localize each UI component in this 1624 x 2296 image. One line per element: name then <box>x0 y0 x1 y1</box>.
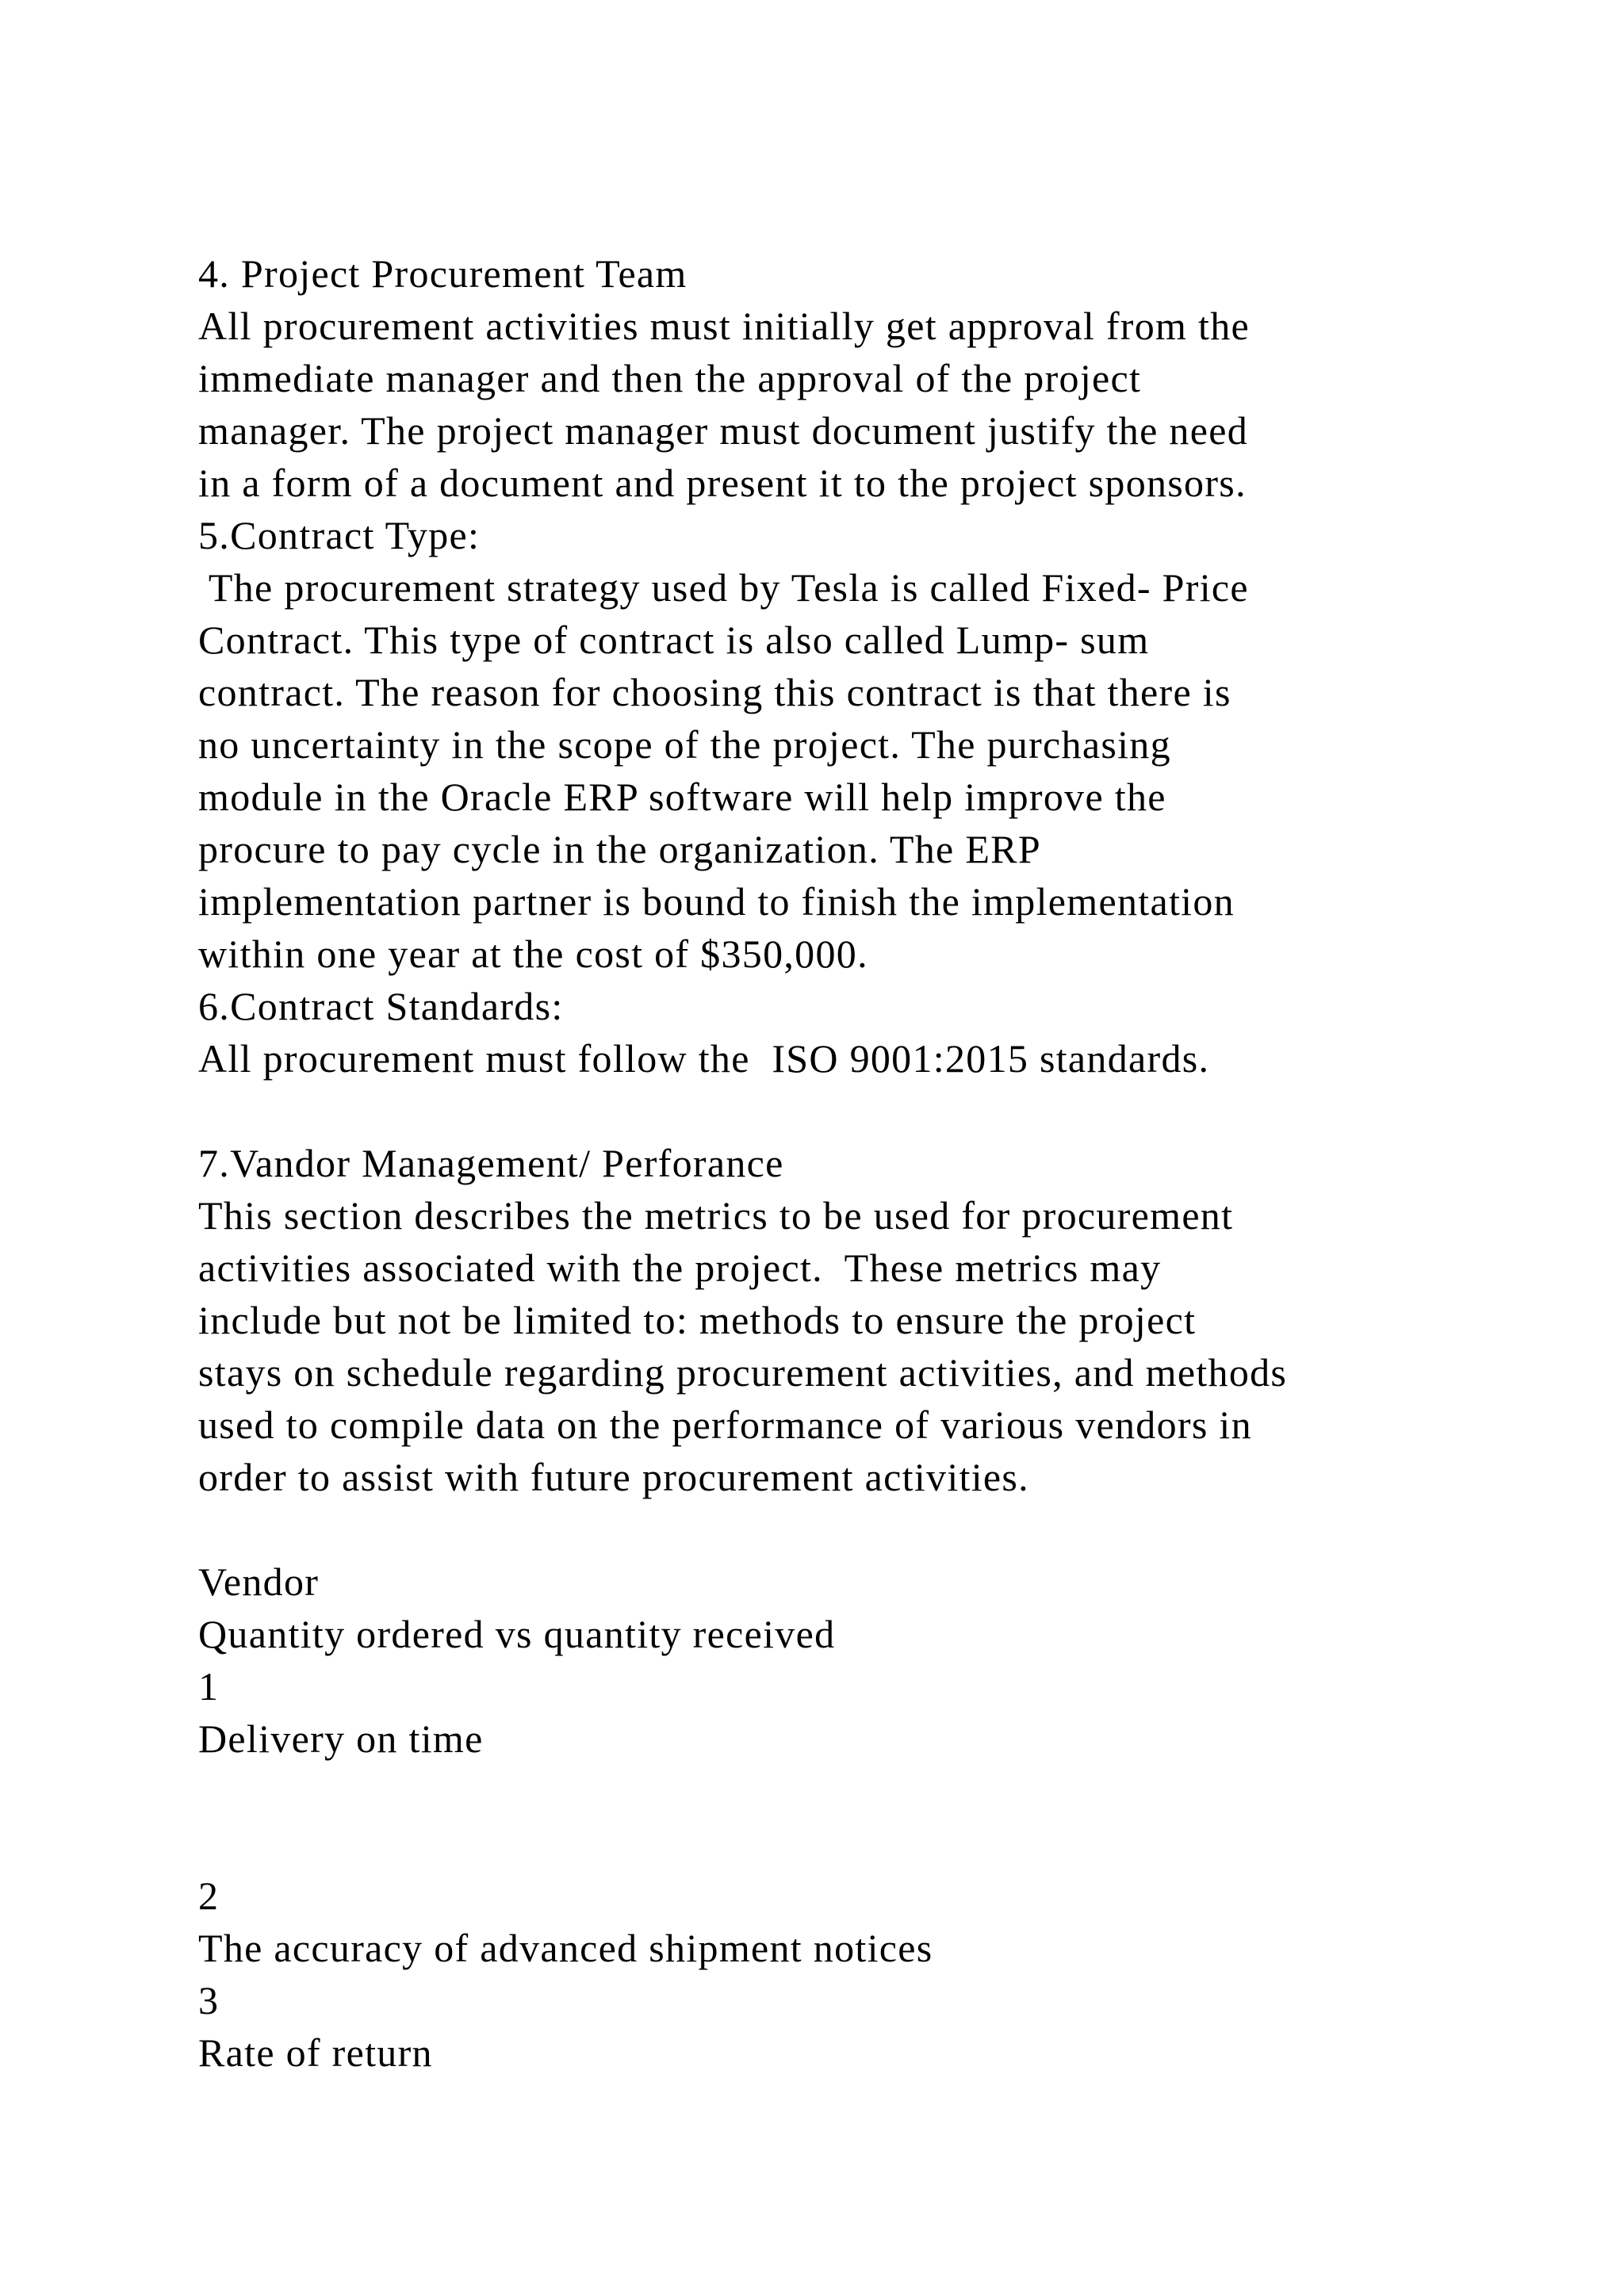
table-cell-metric: Delivery on time <box>198 1716 484 1761</box>
paragraph-line: used to compile data on the performance of various vendors in <box>198 1402 1252 1447</box>
paragraph-line: activities associated with the project. These metrics may <box>198 1246 1162 1290</box>
table-header-metric: Quantity ordered vs quantity received <box>198 1612 836 1656</box>
paragraph-line: The procurement strategy used by Tesla is called Fixed- Price <box>198 565 1249 610</box>
paragraph-line: All procurement activities must initially get approval from the <box>198 304 1251 348</box>
table-cell-number: 2 <box>198 1873 220 1918</box>
section-heading-vendor-management: 7.Vandor Management/ Perforance <box>198 1141 784 1185</box>
blank-line <box>198 1817 1546 1869</box>
paragraph-line: immediate manager and then the approval of the project <box>198 356 1142 400</box>
table-cell-metric: Rate of return <box>198 2030 433 2075</box>
paragraph-line: Contract. This type of contract is also called Lump- sum <box>198 618 1150 662</box>
table-cell-number: 1 <box>198 1664 220 1709</box>
table-header-vendor: Vendor <box>198 1559 320 1604</box>
blank-line <box>198 1503 1546 1556</box>
table-cell-metric: The accuracy of advanced shipment notices <box>198 1926 933 1970</box>
paragraph-line: This section describes the metrics to be used for procurement <box>198 1193 1234 1238</box>
paragraph-line: procure to pay cycle in the organization. The ERP <box>198 827 1041 871</box>
paragraph-line: stays on schedule regarding procurement activities, and methods <box>198 1350 1288 1395</box>
paragraph-line: within one year at the cost of $350,000. <box>198 932 868 976</box>
paragraph-line: contract. The reason for choosing this contract is that there is <box>198 670 1231 714</box>
paragraph-line: in a form of a document and present it to the project sponsors. <box>198 461 1247 505</box>
section-heading-contract-type: 5.Contract Type: <box>198 513 481 557</box>
table-cell-number: 3 <box>198 1978 220 2022</box>
paragraph-line: no uncertainty in the scope of the project. The purchasing <box>198 722 1171 767</box>
paragraph-line: order to assist with future procurement activities. <box>198 1455 1029 1499</box>
section-heading-procurement-team: 4. Project Procurement Team <box>198 251 688 296</box>
document-body <box>198 247 1546 2079</box>
paragraph-line: implementation partner is bound to finish the implementation <box>198 879 1235 924</box>
blank-line <box>198 1085 1546 1137</box>
paragraph-line: include but not be limited to: methods to ensure the project <box>198 1298 1197 1342</box>
section-heading-contract-standards: 6.Contract Standards: <box>198 984 564 1028</box>
blank-line <box>198 1765 1546 1817</box>
paragraph-line: manager. The project manager must document justify the need <box>198 408 1248 453</box>
paragraph-line: All procurement must follow the ISO 9001:2015 standards. <box>198 1036 1210 1081</box>
paragraph-line: module in the Oracle ERP software will help improve the <box>198 775 1166 819</box>
